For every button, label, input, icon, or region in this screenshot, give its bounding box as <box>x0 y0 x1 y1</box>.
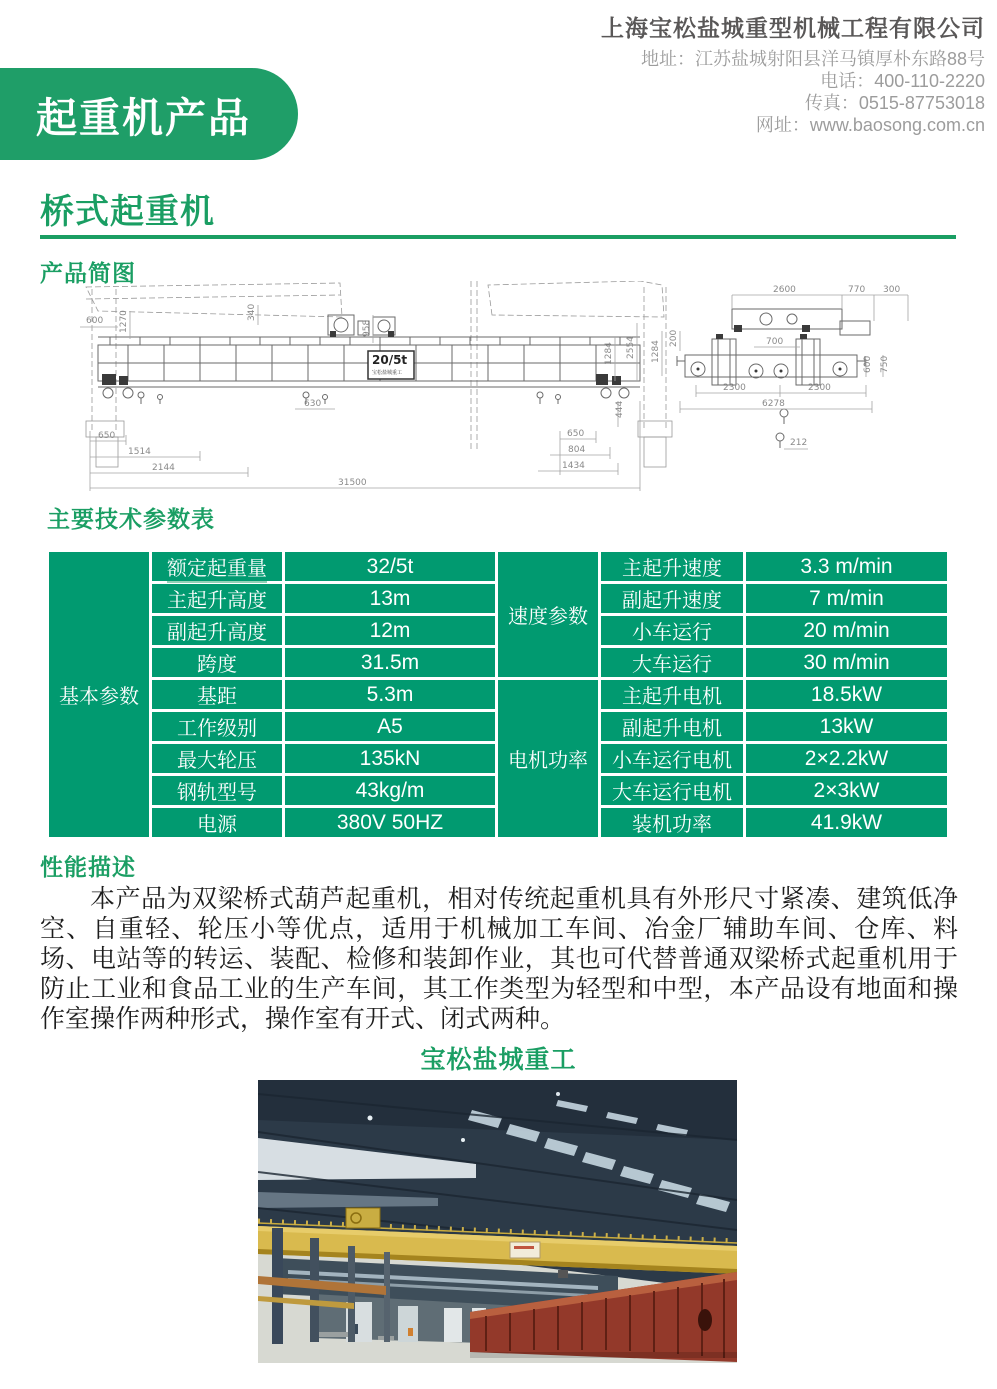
param-group-basic: 基本参数 <box>48 551 151 839</box>
dim-label: 1270 <box>119 310 129 333</box>
param-value: 32/5t <box>284 551 497 583</box>
crane-rating-sublabel: 宝松盐城重工 <box>372 370 403 376</box>
section-title-parameters: 主要技术参数表 <box>47 506 215 532</box>
param-label: 副起升电机 <box>600 711 745 743</box>
parameters-table <box>46 549 950 840</box>
dim-label: 958 <box>362 319 372 337</box>
param-label: 副起升速度 <box>600 583 745 615</box>
param-label: 大车运行 <box>600 647 745 679</box>
param-label: 工作级别 <box>151 711 284 743</box>
param-group-speed: 速度参数 <box>497 551 600 679</box>
end-view-structure <box>677 309 870 448</box>
param-label: 钢轨型号 <box>151 775 284 807</box>
param-label: 副起升高度 <box>151 615 284 647</box>
param-label: 大车运行电机 <box>600 775 745 807</box>
dim-label: 600 <box>863 355 873 373</box>
param-value: 2×3kW <box>745 775 949 807</box>
company-phone: 电话：400-110-2220 <box>820 71 985 91</box>
section-title-description: 性能描述 <box>40 854 136 880</box>
param-label: 跨度 <box>151 647 284 679</box>
main-view-dimensions <box>80 304 680 488</box>
param-value: 30 m/min <box>745 647 949 679</box>
page-title: 桥式起重机 <box>40 193 215 231</box>
end-view-dimensions <box>680 285 908 449</box>
param-label: 基距 <box>151 679 284 711</box>
dim-label: 2300 <box>723 383 746 393</box>
param-group-motor: 电机功率 <box>497 679 600 839</box>
param-label: 主起升速度 <box>600 551 745 583</box>
dim-label: 200 <box>669 329 679 347</box>
dim-label: 1514 <box>128 447 151 457</box>
param-label: 电源 <box>151 807 284 839</box>
param-value: 43kg/m <box>284 775 497 807</box>
description-paragraph: 本产品为双梁桥式葫芦起重机，相对传统起重机具有外形尺寸紧凑、建筑低净空、自重轻、轮压小等优点，适用于机械加工车间、冶金厂辅助车间、仓库、料场、电站等的转运、装配、检修和装卸作业，其也可代替普通双梁桥式起重机用于防止工业和食品工业的生产车间，其工作类型为轻型和中型，本产品设有地面和操作室操作两种形式，操作室有开式、闭式两种。 <box>40 885 958 1033</box>
company-name: 上海宝松盐城重型机械工程有限公司 <box>601 15 985 41</box>
product-category-badge <box>0 68 298 160</box>
company-header <box>601 10 985 136</box>
crane-rating-label: 20/5t <box>372 353 408 367</box>
crane-drawing <box>40 281 960 496</box>
dim-label: 650 <box>567 429 585 439</box>
title-underline <box>40 235 956 239</box>
dim-label: 750 <box>880 355 890 373</box>
param-value: 2×2.2kW <box>745 743 949 775</box>
param-value: A5 <box>284 711 497 743</box>
dim-label: 630 <box>304 399 322 409</box>
table-row <box>48 551 949 583</box>
dim-label: 650 <box>98 431 116 441</box>
param-value: 18.5kW <box>745 679 949 711</box>
param-label: 额定起重量 <box>151 551 284 583</box>
param-label: 小车运行电机 <box>600 743 745 775</box>
factory-photo <box>258 1080 737 1363</box>
product-diagram <box>40 281 960 496</box>
param-value: 3.3 m/min <box>745 551 949 583</box>
dim-label: 804 <box>568 445 586 455</box>
dim-label: 6278 <box>762 399 785 409</box>
param-label: 最大轮压 <box>151 743 284 775</box>
factory-photo-illustration <box>258 1080 737 1363</box>
company-address: 地址：江苏盐城射阳县洋马镇厚朴东路88号 <box>640 49 985 69</box>
param-value: 12m <box>284 615 497 647</box>
param-value: 135kN <box>284 743 497 775</box>
hook-icon <box>776 409 788 448</box>
param-value: 41.9kW <box>745 807 949 839</box>
company-fax: 传真：0515-87753018 <box>804 93 985 113</box>
dim-label: 1284 <box>651 340 661 363</box>
param-label: 主起升电机 <box>600 679 745 711</box>
param-label: 主起升高度 <box>151 583 284 615</box>
dim-label: 2554 <box>626 336 636 359</box>
dim-label: 700 <box>766 337 784 347</box>
dim-label: 1434 <box>562 461 585 471</box>
param-value: 13m <box>284 583 497 615</box>
param-value: 20 m/min <box>745 615 949 647</box>
company-website: 网址：www.baosong.com.cn <box>755 115 985 135</box>
dim-label: 444 <box>615 400 625 418</box>
dim-label: 1284 <box>604 342 614 365</box>
section-title-diagram: 产品简图 <box>40 260 136 286</box>
dim-label: 2144 <box>152 463 175 473</box>
table-row <box>48 679 949 711</box>
main-view-structure <box>86 281 672 491</box>
badge-label: 起重机产品 <box>36 94 251 141</box>
param-label: 装机功率 <box>600 807 745 839</box>
param-value: 13kW <box>745 711 949 743</box>
param-value: 5.3m <box>284 679 497 711</box>
hook-icon <box>138 392 561 404</box>
photo-caption: 宝松盐城重工 <box>420 1046 577 1074</box>
dim-label: 300 <box>883 285 901 295</box>
dim-label: 770 <box>848 285 866 295</box>
dim-label: 2300 <box>808 383 831 393</box>
dim-label: 340 <box>247 303 257 321</box>
param-value: 31.5m <box>284 647 497 679</box>
param-label: 小车运行 <box>600 615 745 647</box>
dim-label: 600 <box>86 316 104 326</box>
dim-label: 212 <box>790 438 808 448</box>
dim-label: 31500 <box>338 478 367 488</box>
param-value: 7 m/min <box>745 583 949 615</box>
dim-label: 2600 <box>773 285 796 295</box>
param-value: 380V 50HZ <box>284 807 497 839</box>
